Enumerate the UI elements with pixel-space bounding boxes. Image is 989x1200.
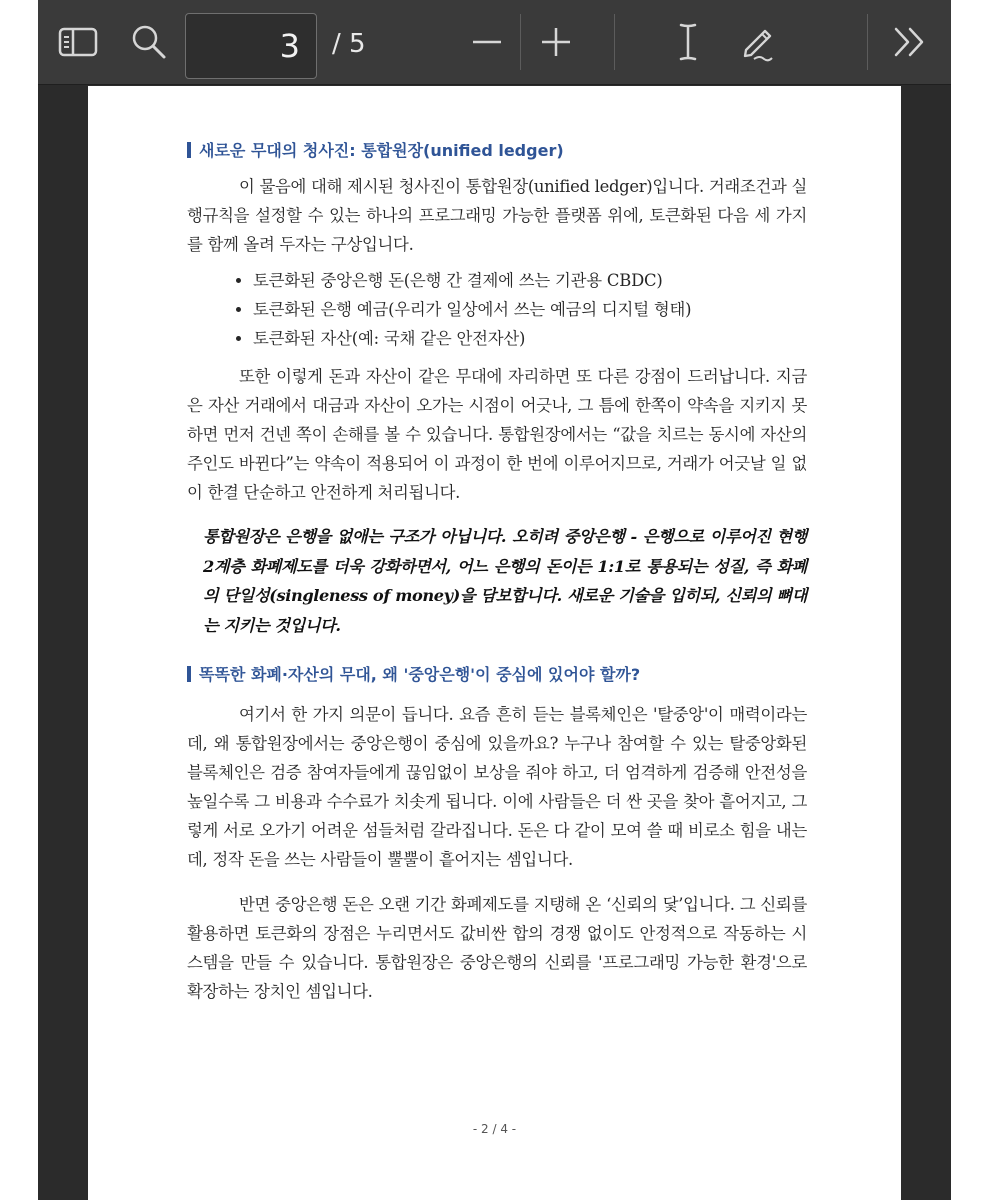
page-footer: - 2 / 4 -: [472, 1122, 517, 1136]
zoom-out-icon: [470, 25, 504, 59]
text-select-button[interactable]: [664, 18, 712, 66]
more-tools-button[interactable]: [886, 18, 934, 66]
page-content: [187, 136, 807, 1006]
section-heading-text: 새로운 무대의 청사진: 통합원장(unified ledger): [199, 141, 564, 160]
section-heading: [187, 660, 807, 690]
paragraph: 반면 중앙은행 돈은 오랜 기간 화폐제도를 지탱해 온 ‘신뢰의 닻’입니다. 그 신뢰를 활용하면 토큰화의 장점은 누리면서도 값비싼 합의 경쟁 없이도 안정적으로 작동하는 시스템을 만들 수 있습니다. 통합원장은 중앙은행의 신뢰를 '프로그래밍 가능한 환경'으로 확장하는 장치인 셈입니다.: [187, 895, 807, 1001]
draw-icon: [738, 22, 778, 62]
section-heading-text: 똑똑한 화폐·자산의 무대, 왜 '중앙은행'이 중심에 있어야 할까?: [199, 665, 641, 684]
heading-marker: [187, 142, 191, 158]
list-item: • 토큰화된 은행 예금(우리가 일상에서 쓰는 예금의 디지털 형태): [253, 295, 807, 324]
zoom-in-button[interactable]: [532, 18, 580, 66]
toolbar-divider: [867, 14, 868, 70]
paragraph: 또한 이렇게 돈과 자산이 같은 무대에 자리하면 또 다른 강점이 드러납니다. 지금은 자산 거래에서 대금과 자산이 오가는 시점이 어긋나, 그 틈에 한쪽이 약속을 지키지 못하면 먼저 건넨 쪽이 손해를 볼 수 있습니다. 통합원장에서는 “값을 치르는 동시에 자산의 주인도 바뀐다”는 약속이 적용되어 이 과정이 한 번에 이루어지므로, 거래가 어긋날 일 없이 한결 단순하고 안전하게 처리됩니다.: [187, 367, 807, 502]
bullet-list: [187, 266, 807, 353]
list-item: • 토큰화된 자산(예: 국채 같은 안전자산): [253, 324, 807, 353]
double-chevron-right-icon: [892, 25, 928, 59]
sidebar-toggle-button[interactable]: [54, 18, 102, 66]
list-item: • 토큰화된 중앙은행 돈(은행 간 결제에 쓰는 기관용 CBDC): [253, 266, 807, 295]
page-total-label: / 5: [332, 29, 366, 59]
text-cursor-icon: [673, 22, 703, 62]
draw-button[interactable]: [734, 18, 782, 66]
page-number-input[interactable]: [185, 13, 317, 79]
paragraph: 이 물음에 대해 제시된 청사진이 통합원장(unified ledger)입니다. 거래조건과 실행규칙을 설정할 수 있는 하나의 프로그래밍 가능한 플랫폼 위에, 토큰화된 다음 세 가지를 함께 올려 두자는 구상입니다.: [187, 177, 807, 254]
zoom-in-icon: [539, 25, 573, 59]
emphasis-block: 통합원장은 은행을 없애는 구조가 아닙니다. 오히려 중앙은행 - 은행으로 이루어진 현행 2계층 화폐제도를 더욱 강화하면서, 어느 은행의 돈이든 1:1로 통용되는 성질, 즉 화폐의 단일성(singleness of money)을 담보합니다. 새로운 기술을 입히되, 신뢰의 뼈대는 지키는 것입니다.: [203, 527, 807, 635]
paragraph: 여기서 한 가지 의문이 듭니다. 요즘 흔히 듣는 블록체인은 '탈중앙'이 매력이라는데, 왜 통합원장에서는 중앙은행이 중심에 있을까요? 누구나 참여할 수 있는 탈중앙화된 블록체인은 검증 참여자들에게 끊임없이 보상을 줘야 하고, 더 엄격하게 검증해 안전성을 높일수록 그 비용과 수수료가 치솟게 됩니다. 이에 사람들은 더 싼 곳을 찾아 흩어지고, 그렇게 서로 오가기 어려운 섬들처럼 갈라집니다. 돈은 다 같이 모여 쓸 때 비로소 힘을 내는데, 정작 돈을 쓰는 사람들이 뿔뿔이 흩어지는 셈입니다.: [187, 705, 807, 869]
heading-marker: [187, 666, 191, 682]
section-heading: [187, 136, 807, 166]
search-icon: [130, 23, 168, 61]
pdf-viewer: [38, 0, 951, 1200]
document-page: [88, 86, 901, 1200]
zoom-out-button[interactable]: [463, 18, 511, 66]
toolbar-divider: [520, 14, 521, 70]
sidebar-icon: [58, 26, 98, 58]
toolbar: [38, 0, 951, 85]
toolbar-divider: [614, 14, 615, 70]
search-button[interactable]: [125, 18, 173, 66]
